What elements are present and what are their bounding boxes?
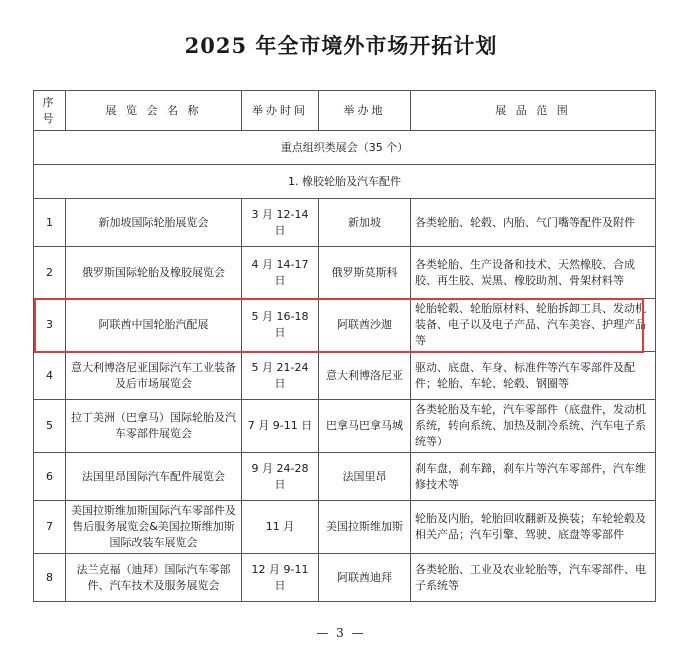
cell-scope: 各类轮胎、工业及农业轮胎等，汽车零部件、电子系统等 <box>411 554 656 602</box>
cell-place: 新加坡 <box>319 199 411 247</box>
cell-scope: 各类轮胎及车轮，汽车零部件（底盘件，发动机系统，转向系统、加热及制冷系统、汽车电子系统等） <box>411 400 656 453</box>
cell-no: 3 <box>34 299 66 352</box>
cell-scope: 驱动、底盘、车身、标准件等汽车零部件及配件；轮胎、车轮、轮毂、钢圈等 <box>411 352 656 400</box>
cell-place: 法国里昂 <box>319 453 411 501</box>
section-row <box>34 165 656 199</box>
cell-place: 俄罗斯莫斯科 <box>319 247 411 299</box>
cell-no: 5 <box>34 400 66 453</box>
header-time: 举办时间 <box>242 91 319 131</box>
cell-time: 12 月 9-11 日 <box>242 554 319 602</box>
cell-scope: 轮胎及内胎，轮胎回收翻新及换装；车轮轮毂及相关产品；汽车引擎、驾驶、底盘等零部件 <box>411 501 656 554</box>
cell-place: 美国拉斯维加斯 <box>319 501 411 554</box>
cell-time: 5 月 16-18 日 <box>242 299 319 352</box>
cell-no: 1 <box>34 199 66 247</box>
cell-no: 6 <box>34 453 66 501</box>
cell-time: 5 月 21-24 日 <box>242 352 319 400</box>
header-no: 序号 <box>34 91 66 131</box>
exhibition-table <box>33 90 656 602</box>
table-row <box>34 400 656 453</box>
header-place: 举办地 <box>319 91 411 131</box>
cell-name: 拉丁美洲（巴拿马）国际轮胎及汽车零部件展览会 <box>66 400 242 453</box>
cell-name: 意大利博洛尼亚国际汽车工业装备及后市场展览会 <box>66 352 242 400</box>
cell-name: 法国里昂国际汽车配件展览会 <box>66 453 242 501</box>
category-row <box>34 131 656 165</box>
cell-place: 阿联酋沙迦 <box>319 299 411 352</box>
table-row <box>34 501 656 554</box>
section-heading: 1. 橡胶轮胎及汽车配件 <box>34 165 656 199</box>
table-row <box>34 247 656 299</box>
cell-place: 意大利博洛尼亚 <box>319 352 411 400</box>
cell-time: 7 月 9-11 日 <box>242 400 319 453</box>
table-row <box>34 453 656 501</box>
page-number: — 3 — <box>316 626 366 640</box>
table-header-row <box>34 91 656 131</box>
header-name: 展 览 会 名 称 <box>66 91 242 131</box>
cell-name: 新加坡国际轮胎展览会 <box>66 199 242 247</box>
cell-time: 9 月 24-28 日 <box>242 453 319 501</box>
cell-place: 阿联酋迪拜 <box>319 554 411 602</box>
cell-name: 美国拉斯维加斯国际汽车零部件及售后服务展览会&美国拉斯维加斯国际改装车展览会 <box>66 501 242 554</box>
table-row <box>34 199 656 247</box>
table-row <box>34 299 656 352</box>
table-row <box>34 352 656 400</box>
cell-no: 7 <box>34 501 66 554</box>
category-heading: 重点组织类展会（35 个） <box>34 131 656 165</box>
cell-no: 2 <box>34 247 66 299</box>
cell-scope: 轮胎轮毂、轮胎原材料、轮胎拆卸工具、发动机装备、电子以及电子产品、汽车美容、护理产品等 <box>411 299 656 352</box>
cell-scope: 各类轮胎、轮毂、内胎、气门嘴等配件及附件 <box>411 199 656 247</box>
page-title: 2025 年全市境外市场开拓计划 <box>184 33 498 58</box>
cell-no: 4 <box>34 352 66 400</box>
cell-no: 8 <box>34 554 66 602</box>
cell-name: 法兰克福（迪拜）国际汽车零部件、汽车技术及服务展览会 <box>66 554 242 602</box>
cell-scope: 各类轮胎、生产设备和技术、天然橡胶、合成胶、再生胶、炭黑、橡胶助剂、骨架材料等 <box>411 247 656 299</box>
cell-time: 11 月 <box>242 501 319 554</box>
cell-name: 俄罗斯国际轮胎及橡胶展览会 <box>66 247 242 299</box>
cell-time: 3 月 12-14 日 <box>242 199 319 247</box>
table-row <box>34 554 656 602</box>
cell-time: 4 月 14-17 日 <box>242 247 319 299</box>
cell-place: 巴拿马巴拿马城 <box>319 400 411 453</box>
cell-name: 阿联酋中国轮胎汽配展 <box>66 299 242 352</box>
header-scope: 展 品 范 围 <box>411 91 656 131</box>
cell-scope: 刹车盘，刹车蹄，刹车片等汽车零部件，汽车维修技术等 <box>411 453 656 501</box>
